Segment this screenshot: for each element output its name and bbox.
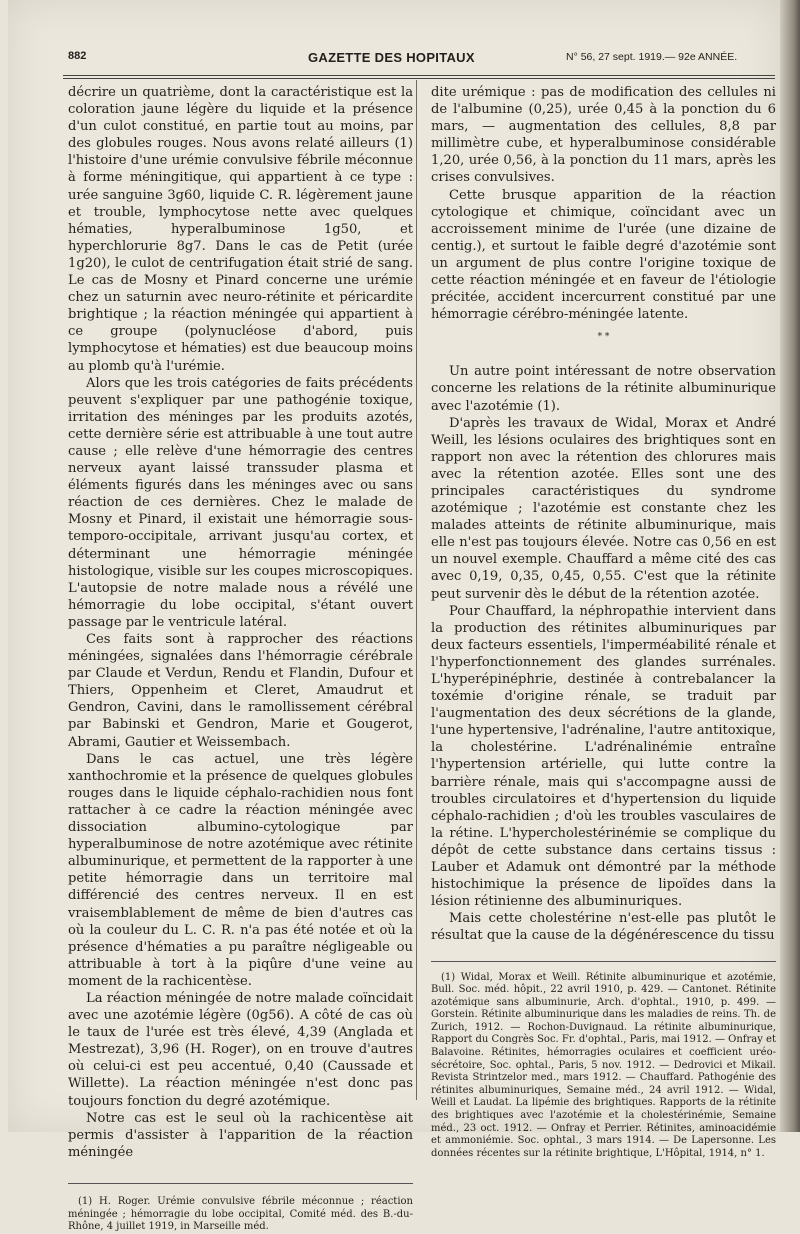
footnote-rule [68,1183,413,1184]
footnote-rule [431,961,776,962]
page-edge-shadow [780,0,800,1132]
page-number: 882 [68,50,87,62]
footnote [68,1196,413,1234]
paragraph: Un autre point intéressant de notre observation concerne les relations de la rétinite albuminurique avec l'azotémie (1). [431,364,776,414]
paragraph: La réaction méningée de notre malade coïncidait avec une azotémie légère (0g56). A côté de cas où le taux de l'urée est très élevé, 4,39 (Anglada et Mestrezat), 3,96 (H. Roger), on en trouve d'autres où celui-ci est peu accentué, 0,40 (Caussade et Willette). La réaction méningée n'est donc pas toujours fonction du degré azotémique. [68,990,413,1109]
newspaper-page [8,0,780,1233]
journal-title: GAZETTE DES HOPITAUX [308,50,475,65]
footnote-text: (1) H. Roger. Urémie convulsive fébrile méconnue ; réaction méningée ; hémorragie du lobe occipital, Comité méd. des B.-du-Rhône, 4 juillet 1919, in Marseille méd. [68,1195,413,1233]
paragraph: Notre cas est le seul où la rachicentèse ait permis d'assister à l'apparition de la réaction méningée [68,1110,413,1160]
paragraph: D'après les travaux de Widal, Morax et André Weill, les lésions oculaires des brightiques sont en rapport non avec la rétention des chlorures mais avec la rétention azotée. Elles sont une des principales caractéristiques du syndrome azotémique ; l'azotémie est constante chez les malades atteints de rétinite albuminurique, mais elle n'est pas toujours élevée. Notre cas 0,56 en est un nouvel exemple. Chauffard a même cité des cas avec 0,19, 0,35, 0,45, 0,55. C'est que la rétinite peut survenir dès le début de la rétention azotée. [431,415,776,602]
paragraph: Pour Chauffard, la néphropathie intervient dans la production des rétinites albuminuriques par deux facteurs essentiels, l'imperméabilité rénale et l'hyperfonctionnement des glandes surrénales. L'hyperépinéphrie, destinée à contrebalancer la toxémie d'origine rénale, se traduit par l'augmentation des deux sécrétions de la glande, l'une hypertensive, l'adrénaline, l'autre antitoxique, la cholestérine. L'adrénalinémie entraîne l'hypertension artérielle, qui lutte contre la barrière rénale, mais qui s'accompagne aussi de troubles circulatoires et d'hypertension du liquide céphalo-rachidien ; d'où les troubles vasculaires de la rétine. L'hypercholestérinémie se complique du dépôt de cette substance dans certains tissus : Lauber et Adamuk ont démontré par la méthode histochimique la présence de lipoïdes dans la lésion rétinienne des albuminuriques. [431,603,776,910]
issue-info: N° 56, 27 sept. 1919.— 92e ANNÉE. [566,51,738,63]
section-separator: * * [597,332,610,343]
column-divider [416,80,417,1100]
paragraph: Ces faits sont à rapprocher des réactions méningées, signalées dans l'hémorragie cérébrale par Claude et Verdun, Rendu et Flandin, Dufour et Thiers, Oppenheim et Cleret, Amaudrut et Gendron, Cavini, dans le ramollissement cérébral par Babinski et Gendron, Marie et Gougerot, Abrami, Gautier et Weissembach. [68,632,413,750]
paragraph: Alors que les trois catégories de faits précédents peuvent s'expliquer par une pathogénie toxique, irritation des méninges par les produits azotés, cette dernière série est attribuable à une tout autre cause ; elle relève d'une hémorragie des centres nerveux ayant laissé transsuder plasma et éléments figurés dans les méninges avec ou sans réaction de ces dernières. Chez le malade de Mosny et Pinard, il existait une hémorragie sous-temporo-occipitale, arrivant jusqu'au cortex, et déterminant une hémorragie méningée histologique, visible sur les coupes microscopiques. L'autopsie de notre malade nous a révélé une hémorragie du lobe occipital, s'étant ouvert passage par le ventricule latéral. [68,375,413,630]
paragraph: décrire un quatrième, dont la caractéristique est la coloration jaune légère du liquide et la présence d'un culot constitué, en partie tout au moins, par des globules rouges. Nous avons relaté ailleurs (1) l'histoire d'une urémie convulsive fébrile méconnue à forme méningitique, qui appartient à ce type : urée sanguine 3g60, liquide C. R. légèrement jaune et trouble, lymphocytose nette avec quelques hématies, hyperalbuminose 1g50, et hyperchlorurie 8g7. Dans le cas de Petit (urée 1g20), le culot de centrifugation était strié de sang. Le cas de Mosny et Pinard concerne une urémie chez un saturnin avec neuro-rétinite et péricardite brightique ; la réaction méningée qui appartient à ce groupe (polynucléose d'abord, puis lymphocytose et hématies) est due beaucoup moins au plomb qu'à l'urémie. [68,85,413,374]
footnote-text: (1) Widal, Morax et Weill. Rétinite albuminurique et azotémie, Bull. Soc. méd. hôpit., 22 avril 1910, p. 429. — Cantonet. Rétinite azotémique sans albuminurie, Arch. d'ophtal., 1910, p. 499. — Gorstein. Rétinite albuminurique dans les maladies de reins. Th. de Zurich, 1912. — Rochon-Duvignaud. La rétinite albuminurique, Rapport du Congrès Soc. Fr. d'ophtal., Paris, mai 1912. — Onfray et Balavoine. Rétinites, hémorragies oculaires et coefficient uréo-sécrétoire, Soc. ophtal., Paris, 5 nov. 1912. — Dedrovici et Mikail. Revista Strintzelor med., mars 1912. — Chauffard. Pathogénie des rétinites albuminuriques, Semaine méd., 24 avril 1912. — Widal, Weill et Laudat. La lipémie des brightiques. Rapports de la rétinite des brightiques avec l'azotémie et la cholestérinémie, Semaine méd., 23 oct. 1912. — Onfray et Perrier. Rétinites, aminoacidémie et ammoniémie. Soc. ophtal., 3 mars 1914. — De Lapersonne. Les données récentes sur la rétinite brightique, L'Hôpital, 1914, n° 1. [431,971,776,1159]
paragraph: Cette brusque apparition de la réaction cytologique et chimique, coïncidant avec un accroissement minime de l'urée (une dizaine de centig.), et surtout le faible degré d'azotémie sont un argument de plus contre l'origine toxique de cette réaction méningée et en faveur de l'étiologie précitée, accident incercurrent constitué par une hémorragie cérébro-méningée latente. [431,187,776,323]
right-column [431,84,776,1160]
footnote [431,972,776,1161]
left-column [68,84,413,1234]
header-rule [63,75,775,79]
paragraph: dite urémique : pas de modification des cellules ni de l'albumine (0,25), urée 0,45 à la ponction du 6 mars, — augmentation des cellules, 8,8 par millimètre cube, et hyperalbuminose considérable 1,20, urée 0,56, à la ponction du 11 mars, après les crises convulsives. [431,85,776,186]
paragraph: Mais cette cholestérine n'est-elle pas plutôt le résultat que la cause de la dégénérescence du tissu [431,911,776,944]
paragraph: Dans le cas actuel, une très légère xanthochromie et la présence de quelques globules rouges dans le liquide céphalo-rachidien nous font rattacher à ce cadre la réaction méningée avec dissociation albumino-cytologique par hyperalbuminose de notre azotémique avec rétinite albuminurique, et permettent de la rapporter à une petite hémorragie dans un territoire mal différencié des centres nerveux. Il en est vraisemblablement de même de bien d'autres cas où la couleur du L. C. R. n'a pas été notée et où la présence d'hématies a pu paraître négligeable ou attribuable à tort à la piqûre d'une veine au moment de la rachicentèse. [68,751,413,989]
